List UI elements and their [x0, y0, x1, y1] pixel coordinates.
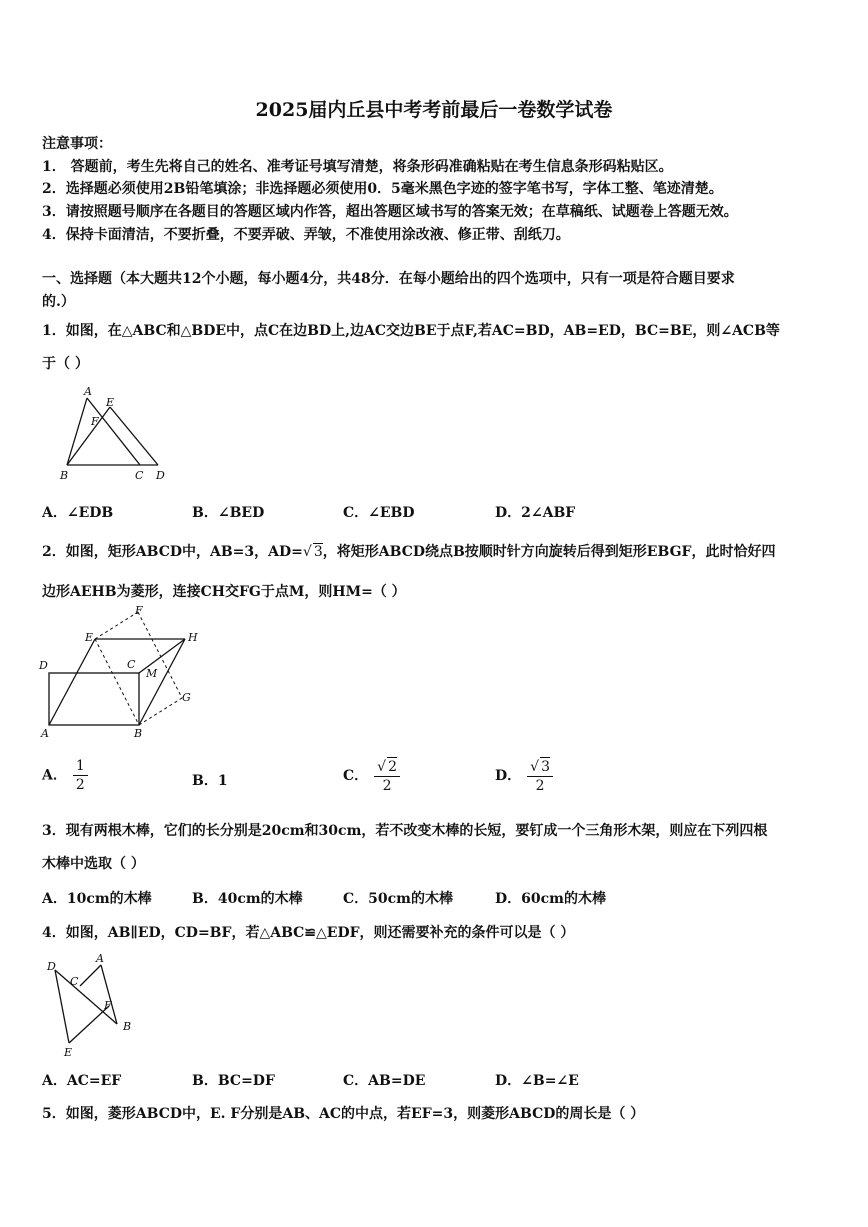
q2-option-c-label: C．	[343, 768, 369, 784]
q1-option-d[interactable]: D．2∠ABF	[495, 505, 576, 521]
fig4-label: D	[47, 960, 56, 973]
fig4-label: E	[64, 1046, 73, 1059]
q4-option-a[interactable]: A．AC=EF	[42, 1073, 122, 1089]
fig4-label: C	[70, 975, 79, 988]
q2-option-c-root: 2	[388, 759, 397, 775]
fig1-label: A	[84, 385, 92, 398]
q2-text-b: ，将矩形ABCD绕点B按顺时针方向旋转后得到矩形EBGF，此时恰好四	[322, 544, 776, 560]
question-3-text-cont: 木棒中选取（ ）	[42, 856, 145, 872]
notice-item: 2．选择题必须使用2B铅笔填涂；非选择题必须使用0．5毫米黑色字迹的签字笔书写，字体工整、笔迹清楚。	[42, 181, 723, 197]
question-2-figure	[35, 603, 205, 743]
q2-option-d-den: 2	[535, 778, 545, 794]
notice-item: 1． 答题前，考生先将自己的姓名、准考证号填写清楚，将条形码准确粘贴在考生信息条形码粘贴区。	[42, 159, 673, 175]
fig2-label: C	[127, 658, 136, 671]
fig4-label: A	[96, 952, 104, 965]
fig2-label: H	[188, 631, 198, 644]
q1-option-c[interactable]: C．∠EBD	[343, 505, 415, 521]
q3-option-c[interactable]: C．50cm的木棒	[343, 891, 453, 907]
q2-option-a-label: A．	[42, 767, 67, 784]
question-1-text-cont: 于（ ）	[42, 356, 89, 372]
fig2-label: A	[41, 727, 49, 740]
section-heading-cont: 的.）	[42, 294, 75, 310]
q2-option-a-num: 1	[73, 757, 88, 776]
q3-option-d[interactable]: D．60cm的木棒	[495, 891, 606, 907]
fig2-label: G	[182, 691, 191, 704]
fig1-label: B	[60, 469, 69, 482]
fig4-label: F	[104, 999, 112, 1012]
fig2-label: B	[134, 727, 143, 740]
page-title: 2025届内丘县中考考前最后一卷数学试卷	[255, 99, 613, 121]
question-1-text: 1．如图，在△ABC和△BDE中，点C在边BD上,边AC交边BE于点F,若AC=BD，AB=ED，BC=BE，则∠ACB等	[42, 323, 780, 339]
q2-option-d[interactable]: D． $\frac{√ 3}{2}$	[495, 757, 553, 795]
q2-option-b[interactable]: B．1	[192, 773, 228, 789]
question-2-text-cont: 边形AEHB为菱形，连接CH交FG于点M，则HM=（ ）	[42, 584, 406, 600]
fig1-label: D	[156, 469, 165, 482]
q4-option-b[interactable]: B．BC=DF	[192, 1073, 275, 1089]
q1-option-b[interactable]: B．∠BED	[192, 505, 265, 521]
fig2-label: E	[85, 631, 94, 644]
fig2-label: F	[135, 604, 143, 617]
q3-option-a[interactable]: A．10cm的木棒	[42, 891, 152, 907]
q4-option-c[interactable]: C．AB=DE	[343, 1073, 426, 1089]
q2-option-d-root: 3	[541, 759, 550, 775]
fig1-label: F	[91, 415, 99, 428]
fig2-label: M	[146, 667, 158, 680]
notice-item: 4．保持卡面清洁，不要折叠，不要弄破、弄皱，不准使用涂改液、修正带、刮纸刀。	[42, 227, 570, 243]
q2-option-c[interactable]: C． $\frac{√ 2}{2}$	[343, 757, 400, 795]
question-1-figure	[55, 385, 175, 485]
question-3-text: 3．现有两根木棒，它们的长分别是20cm和30cm，若不改变木棒的长短，要钉成一个三角形木架，则应在下列四根	[42, 823, 768, 839]
q2-option-a[interactable]	[42, 757, 88, 794]
fig2-label: D	[39, 659, 48, 672]
q2-option-d-label: D．	[495, 768, 522, 784]
notice-heading: 注意事项：	[42, 136, 112, 152]
question-4-figure	[38, 948, 148, 1063]
question-5-text: 5．如图，菱形ABCD中，E. F分别是AB、AC的中点，若EF=3，则菱形ABCD的周长是（ ）	[42, 1106, 645, 1122]
q2-option-c-den: 2	[382, 778, 392, 794]
section-heading: 一、选择题（本大题共12个小题，每小题4分，共48分．在每小题给出的四个选项中，只有一项是符合题目要求	[42, 271, 735, 287]
question-2-text: 2．如图，矩形ABCD中，AB=3，AD=√ 3，将矩形ABCD绕点B按顺时针方向旋转后得到矩形EBGF，此时恰好四	[42, 544, 776, 560]
q4-option-d[interactable]: D．∠B=∠E	[495, 1073, 579, 1089]
fig4-label: B	[123, 1020, 132, 1033]
q3-option-b[interactable]: B．40cm的木棒	[192, 891, 303, 907]
question-4-text: 4．如图，AB∥ED，CD=BF，若△ABC≌△EDF，则还需要补充的条件可以是（ ）	[42, 925, 575, 941]
q2-text-a: 2．如图，矩形ABCD中，AB=3，AD=	[42, 544, 303, 560]
q2-sqrt: 3	[313, 544, 323, 560]
q1-option-a[interactable]: A．∠EDB	[42, 505, 114, 521]
fig1-label: E	[106, 396, 115, 409]
notice-item: 3．请按照题号顺序在各题目的答题区域内作答，超出答题区域书写的答案无效；在草稿纸、试题卷上答题无效。	[42, 204, 738, 220]
fig1-label: C	[135, 469, 144, 482]
q2-option-a-den: 2	[75, 777, 85, 793]
